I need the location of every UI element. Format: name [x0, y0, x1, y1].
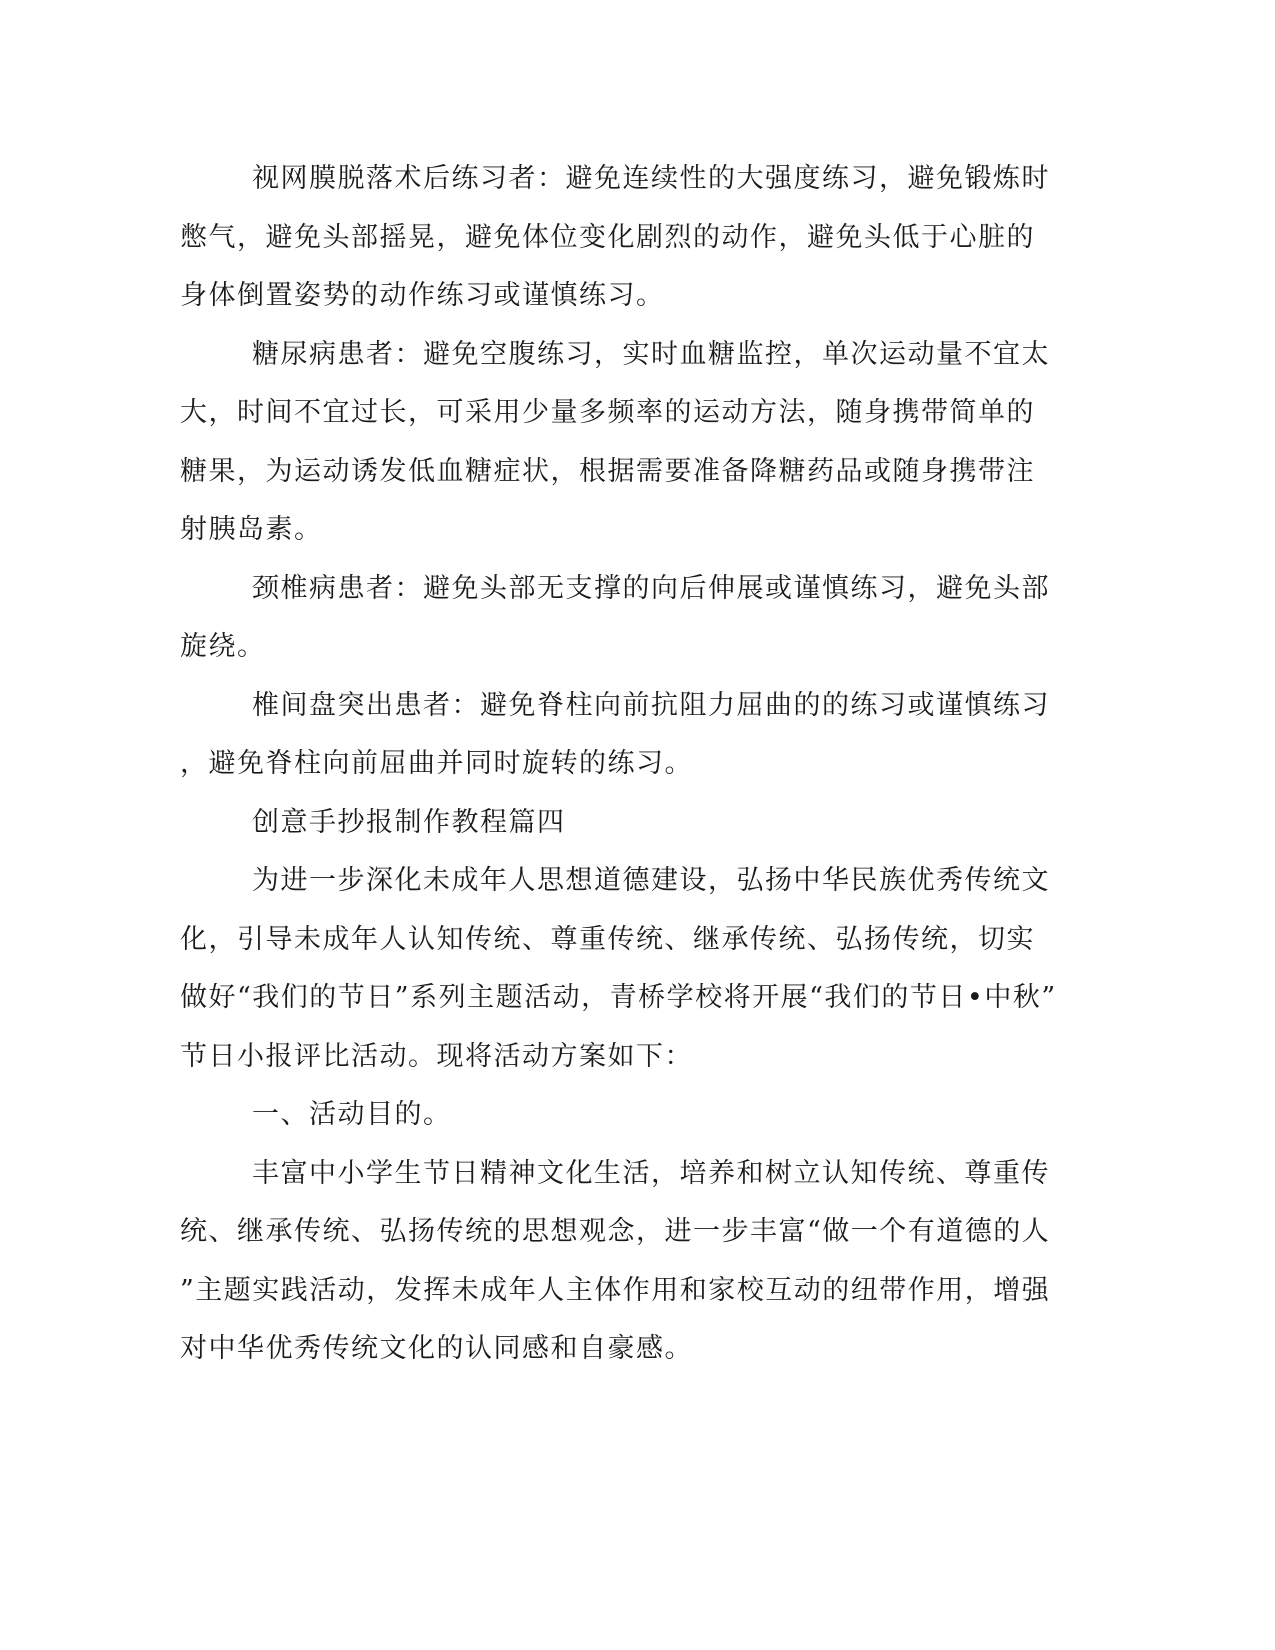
text-line: 统、继承传统、弘扬传统的思想观念，进一步丰富“做一个有道德的人 — [180, 1216, 1051, 1247]
text-line: 糖果，为运动诱发低血糖症状，根据需要准备降糖药品或随身携带注 — [180, 455, 1035, 487]
paragraph-disc — [180, 677, 1050, 794]
paragraph-diabetes — [180, 326, 1050, 560]
text-line: 憋气，避免头部摇晃，避免体位变化剧烈的动作，避免头低于心脏的 — [180, 221, 1035, 253]
text-line: 对中华优秀传统文化的认同感和自豪感。 — [180, 1333, 693, 1364]
paragraph-retina — [180, 150, 1050, 326]
text-line: 化，引导未成年人认知传统、尊重传统、继承传统、弘扬传统，切实 — [180, 923, 1035, 955]
section-heading — [180, 794, 1030, 853]
paragraph-cervical — [180, 560, 1050, 677]
text-line: 旋绕。 — [180, 631, 266, 662]
text-line: 节日小报评比活动。现将活动方案如下： — [180, 1040, 693, 1072]
text-line: 身体倒置姿势的动作练习或谨慎练习。 — [180, 280, 665, 311]
text-line: 丰富中小学生节日精神文化生活，培养和树立认知传统、尊重传 — [252, 1157, 1050, 1189]
text-line: ，避免脊柱向前屈曲并同时旋转的练习。 — [180, 748, 693, 779]
text-line: 颈椎病患者：避免头部无支撑的向后伸展或谨慎练习，避免头部 — [252, 572, 1050, 604]
heading-text: 创意手抄报制作教程篇四 — [252, 806, 566, 838]
text-line: 射胰岛素。 — [180, 514, 323, 545]
subsection-heading — [180, 1086, 1030, 1145]
text-line: 做好“我们的节日”系列主题活动，青桥学校将开展“我们的节日•中秋” — [180, 982, 1057, 1013]
paragraph-intro — [180, 852, 1057, 1086]
heading-text: 一、活动目的。 — [252, 1099, 452, 1130]
text-line: 椎间盘突出患者：避免脊柱向前抗阻力屈曲的的练习或谨慎练习 — [252, 689, 1050, 721]
text-line: ”主题实践活动，发挥未成年人主体作用和家校互动的纽带作用，增强 — [180, 1274, 1051, 1306]
text-line: 糖尿病患者：避免空腹练习，实时血糖监控，单次运动量不宜太 — [252, 338, 1050, 370]
text-line: 为进一步深化未成年人思想道德建设，弘扬中华民族优秀传统文 — [252, 865, 1050, 896]
text-line: 大，时间不宜过长，可采用少量多频率的运动方法，随身携带简单的 — [180, 397, 1035, 428]
document-page — [180, 150, 1057, 1379]
text-line: 视网膜脱落术后练习者：避免连续性的大强度练习，避免锻炼时 — [252, 163, 1050, 194]
paragraph-purpose — [180, 1145, 1051, 1379]
